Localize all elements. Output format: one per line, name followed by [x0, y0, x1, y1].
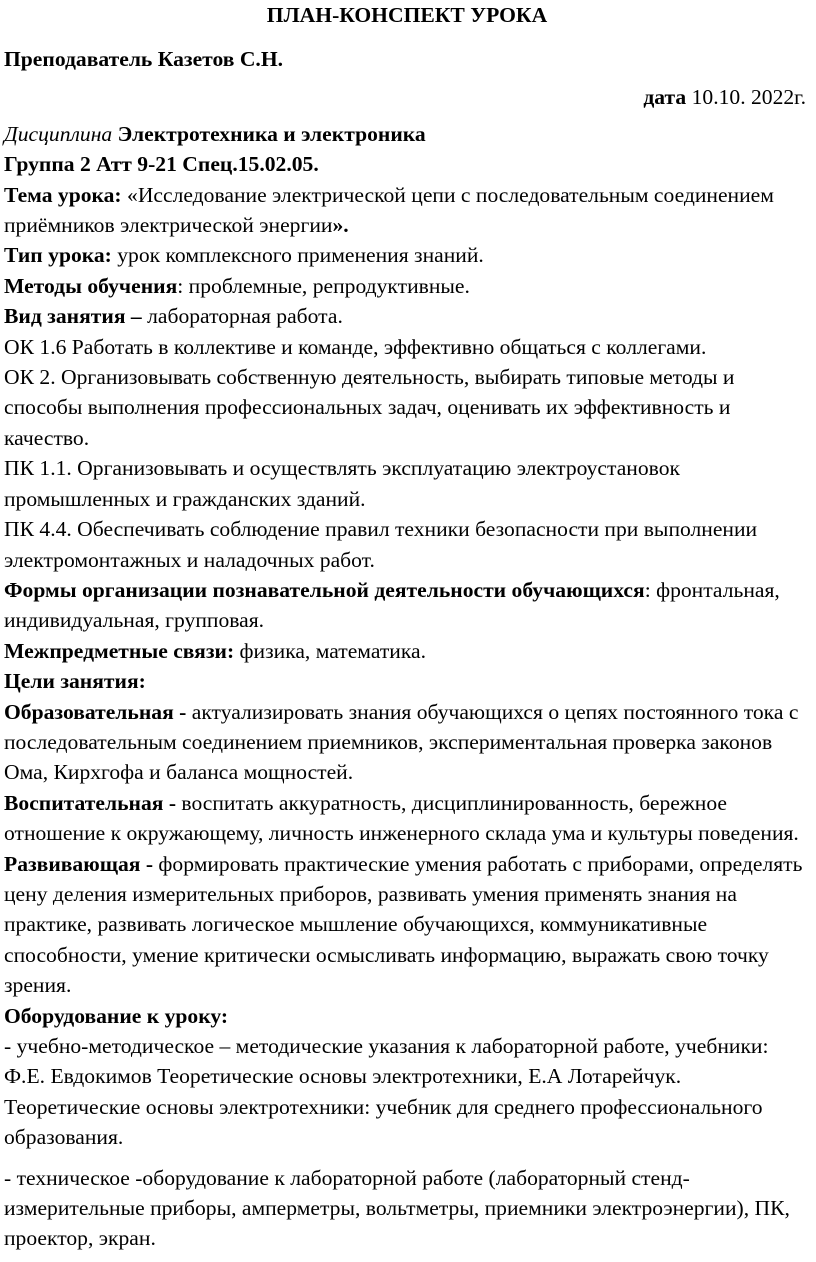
methods-line — [4, 271, 810, 301]
lesson-type-line — [4, 240, 810, 270]
discipline-value: Электротехника и электроника — [112, 121, 426, 146]
lesson-type-value: урок комплексного применения знаний. — [111, 243, 484, 268]
topic-line — [4, 180, 810, 241]
links-label: Межпредметные связи: — [4, 638, 235, 663]
date-value: 10.10. 2022г. — [686, 85, 806, 110]
group-line: Группа 2 Атт 9-21 Спец.15.02.05. — [4, 152, 319, 177]
goals-heading: Цели занятия: — [4, 669, 146, 694]
topic-close: ». — [332, 213, 349, 238]
links-line — [4, 636, 810, 666]
equipment-heading: Оборудование к уроку: — [4, 1003, 229, 1028]
teacher-line: Преподаватель Казетов С.Н. — [4, 47, 284, 71]
links-value: физика, математика. — [234, 638, 426, 663]
date-label: дата — [643, 85, 687, 110]
goal-upbringing-value: воспитать аккуратность, дисциплинированность, бережное отношение к окружающему, личность инженерного склада ума и культуры поведения. — [4, 790, 799, 846]
forms-label: Формы организации познавательной деятельности обучающихся — [4, 577, 645, 602]
activity-value: лабораторная работа. — [141, 304, 343, 329]
methods-label: Методы обучения — [4, 273, 178, 298]
equipment-technical: - техническое -оборудование к лабораторной работе (лабораторный стенд-измерительные приборы, амперметры, вольтметры, приемники электроэнергии), ПК, проектор, экран. — [4, 1165, 790, 1251]
goal-developing-value: формировать практические умения работать с приборами, определять цену деления измерительных приборов, развивать умения применять знания на практике, развивать логическое мышление обучающихся, коммуникативные способности, умение критически осмысливать информацию, выражать свою точку зрения. — [4, 851, 803, 998]
methods-value: : проблемные, репродуктивные. — [177, 273, 470, 298]
lesson-type-label: Тип урока: — [4, 243, 112, 268]
equipment-books: Ф.Е. Евдокимов Теоретические основы электротехники, Е.А Лотарейчук. Теоретические основы электротехники: учебник для среднего профессионального образования. — [4, 1064, 763, 1150]
ok-2-line: ОК 2. Организовывать собственную деятельность, выбирать типовые методы и способы выполнения профессиональных задач, оценивать их эффективность и качество. — [4, 365, 735, 450]
activity-label: Вид занятия – — [4, 304, 142, 329]
goal-upbringing — [4, 788, 810, 849]
goal-educational-label: Образовательная - — [4, 699, 187, 724]
forms-line — [4, 575, 810, 636]
date-line — [4, 82, 806, 112]
ok-1-6-line: ОК 1.6 Работать в коллективе и команде, эффективно общаться с коллегами. — [4, 334, 707, 359]
equipment-methodical: - учебно-методическое – методические указания к лабораторной работе, учебники: — [4, 1034, 769, 1058]
goal-educational — [4, 697, 810, 788]
pk-1-1-line: ПК 1.1. Организовывать и осуществлять эксплуатацию электроустановок промышленных и гражданских зданий. — [4, 456, 680, 511]
topic-label: Тема урока: — [4, 182, 122, 207]
goal-developing — [4, 849, 810, 1001]
topic-value: «Исследование электрической цепи с последовательным соединением приёмников электрической энергии — [4, 182, 774, 238]
discipline-label: Дисциплина — [4, 121, 113, 146]
discipline-line — [4, 119, 810, 149]
document-title: ПЛАН-КОНСПЕКТ УРОКА — [266, 3, 548, 27]
goal-developing-label: Развивающая - — [4, 851, 154, 876]
goal-upbringing-label: Воспитательная - — [4, 790, 177, 815]
goal-educational-value: актуализировать знания обучающихся о цепях постоянного тока с последовательным соединением приемников, экспериментальная проверка законов Ома, Кирхгофа и баланса мощностей. — [4, 699, 799, 785]
forms-value: : фронтальная, индивидуальная, групповая. — [4, 577, 780, 633]
activity-line — [4, 301, 810, 331]
pk-4-4-line: ПК 4.4. Обеспечивать соблюдение правил техники безопасности при выполнении электромонтажных и наладочных работ. — [4, 517, 758, 572]
